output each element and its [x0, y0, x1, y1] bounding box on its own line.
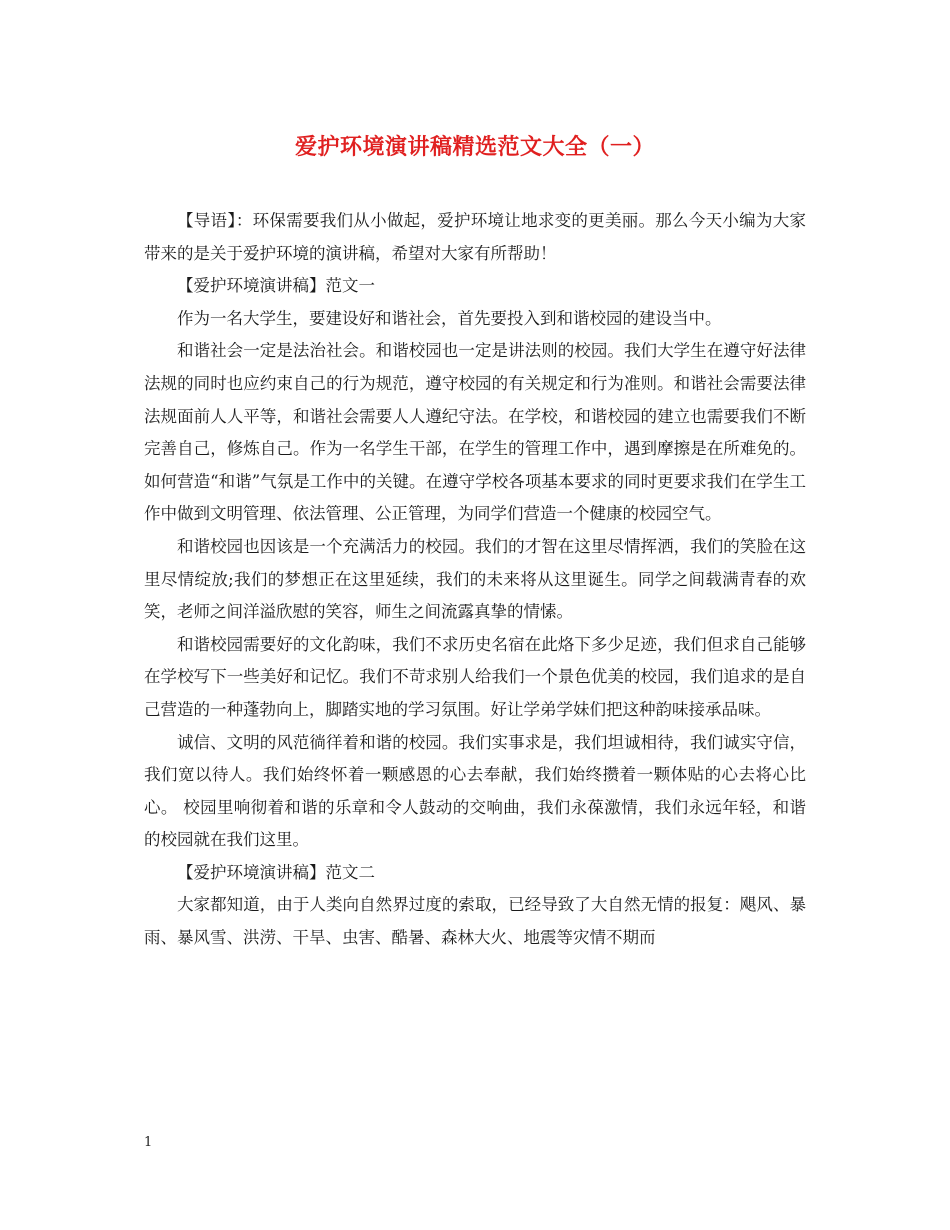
intro-paragraph: 【导语】：环保需要我们从小做起，爱护环境让地求变的更美丽。那么今天小编为大家带来的是关于爱护环境的演讲稿，希望对大家有所帮助！	[144, 211, 806, 263]
body-paragraph: 诚信、文明的风范徜徉着和谐的校园。我们实事求是，我们坦诚相待，我们诚实守信，我们宽以待人。我们始终怀着一颗感恩的心去奉献，我们始终攒着一颗体贴的心去将心比心。 校园里响彻着和谐的乐章和令人鼓动的交响曲，我们永葆激情，我们永远年轻，和谐的校园就在我们这里。	[144, 732, 806, 850]
section-heading-two: 【爱护环境演讲稿】范文二	[177, 862, 375, 882]
body-paragraph: 和谐校园需要好的文化韵味，我们不求历史名宿在此烙下多少足迹，我们但求自己能够在学校写下一些美好和记忆。我们不苛求别人给我们一个景色优美的校园，我们追求的是自己营造的一种蓬勃向上，脚踏实地的学习氛围。好让学弟学妹们把这种韵味接承品味。	[144, 634, 806, 719]
section-heading-one: 【爱护环境演讲稿】范文一	[177, 276, 375, 296]
body-paragraph: 和谐社会一定是法治社会。和谐校园也一定是讲法则的校园。我们大学生在遵守好法律法规的同时也应约束自己的行为规范，遵守校园的有关规定和行为准则。和谐社会需要法律法规面前人人平等，和谐社会需要人人遵纪守法。在学校，和谐校园的建立也需要我们不断完善自己，修炼自己。作为一名学生干部，在学生的管理工作中，遇到摩擦是在所难免的。如何营造“和谐”气氛是工作中的关键。在遵守学校各项基本要求的同时更要求我们在学生工作中做到文明管理、依法管理、公正管理，为同学们营造一个健康的校园空气。	[144, 341, 806, 524]
document-title: 爱护环境演讲稿精选范文大全（一）	[294, 134, 655, 160]
body-paragraph: 和谐校园也因该是一个充满活力的校园。我们的才智在这里尽情挥洒，我们的笑脸在这里尽情绽放;我们的梦想正在这里延续，我们的未来将从这里诞生。同学之间载满青春的欢笑，老师之间洋溢欣慰的笑容，师生之间流露真挚的情愫。	[144, 536, 806, 622]
document-body	[144, 205, 806, 955]
page-number: 1	[144, 1135, 153, 1150]
body-paragraph: 大家都知道，由于人类向自然界过度的索取，已经导致了大自然无情的报复：飓风、暴雨、暴风雪、洪涝、干旱、虫害、酷暑、森林大火、地震等灾情不期而	[144, 895, 806, 948]
body-paragraph: 作为一名大学生，要建设好和谐社会，首先要投入到和谐校园的建设当中。	[177, 308, 722, 328]
